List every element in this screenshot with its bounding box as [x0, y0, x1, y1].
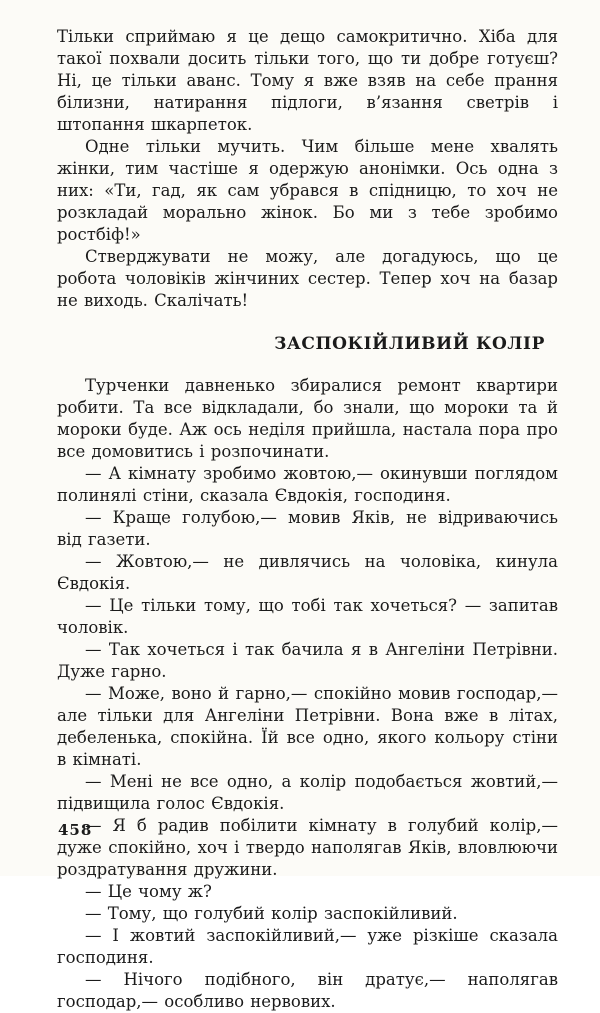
dialogue-line: — Краще голубою,— мовив Яків, не відриваючись від газети. — [57, 508, 558, 549]
intro-paragraph: Стверджувати не можу, але догадуюсь, що це робота чоловіків жінчиних сестер. Тепер хоч на базар не виходь. Скалічать! — [57, 247, 558, 310]
story-title: ЗАСПОКІЙЛИВИЙ КОЛІР — [274, 334, 545, 354]
dialogue-line: — І жовтий заспокійливий,— уже різкіше сказала господиня. — [57, 926, 558, 967]
story-text-block — [57, 375, 558, 1013]
dialogue-line: — А кімнату зробимо жовтою,— окинувши поглядом полинялі стіни, сказала Євдокія, господиня. — [57, 464, 558, 505]
story-paragraph: Турченки давненько збиралися ремонт квартири робити. Та все відкладали, бо знали, що мороки та й мороки буде. Аж ось неділя прийшла, настала пора про все домовитись і розпочинати. — [57, 376, 558, 461]
dialogue-line: — Мені не все одно, а колір подобається жовтий,— підвищила голос Євдокія. — [57, 772, 558, 813]
dialogue-line: — Нічого подібного, він дратує,— наполягав господар,— особливо нервових. — [57, 970, 558, 1011]
dialogue-line: — Я б радив побілити кімнату в голубий колір,— дуже спокійно, хоч і твердо наполягав Яків, вловлюючи роздратування дружини. — [57, 816, 558, 879]
page-number: 458 — [58, 821, 93, 839]
intro-paragraph: Одне тільки мучить. Чим більше мене хвалять жінки, тим частіше я одержую анонімки. Ось одна з них: «Ти, гад, як сам убрався в спідницю, то хоч не розкладай морально жінок. Бо ми з тебе зробимо ростбіф!» — [57, 137, 558, 244]
intro-paragraph: Тільки сприймаю я це дещо самокритично. Хіба для такої похвали досить тільки того, що ти добре готуєш? Ні, це тільки аванс. Тому я вже взяв на себе прання білизни, натирання підлоги, в’язання светрів і штопання шкарпеток. — [57, 27, 558, 134]
dialogue-line: — Так хочеться і так бачила я в Ангеліни Петрівни. Дуже гарно. — [57, 640, 558, 681]
dialogue-line: — Жовтою,— не дивлячись на чоловіка, кинула Євдокія. — [57, 552, 558, 593]
dialogue-line: — Тому, що голубий колір заспокійливий. — [85, 904, 458, 923]
intro-text-block — [57, 26, 558, 312]
dialogue-line: — Це тільки тому, що тобі так хочеться? — запитав чоловік. — [57, 596, 558, 637]
dialogue-line: — Це чому ж? — [85, 882, 212, 901]
dialogue-line: — Може, воно й гарно,— спокійно мовив господар,— але тільки для Ангеліни Петрівни. Вона вже в літах, дебеленька, спокійна. Їй все одно, якого кольору стіни в кімнаті. — [57, 684, 558, 769]
